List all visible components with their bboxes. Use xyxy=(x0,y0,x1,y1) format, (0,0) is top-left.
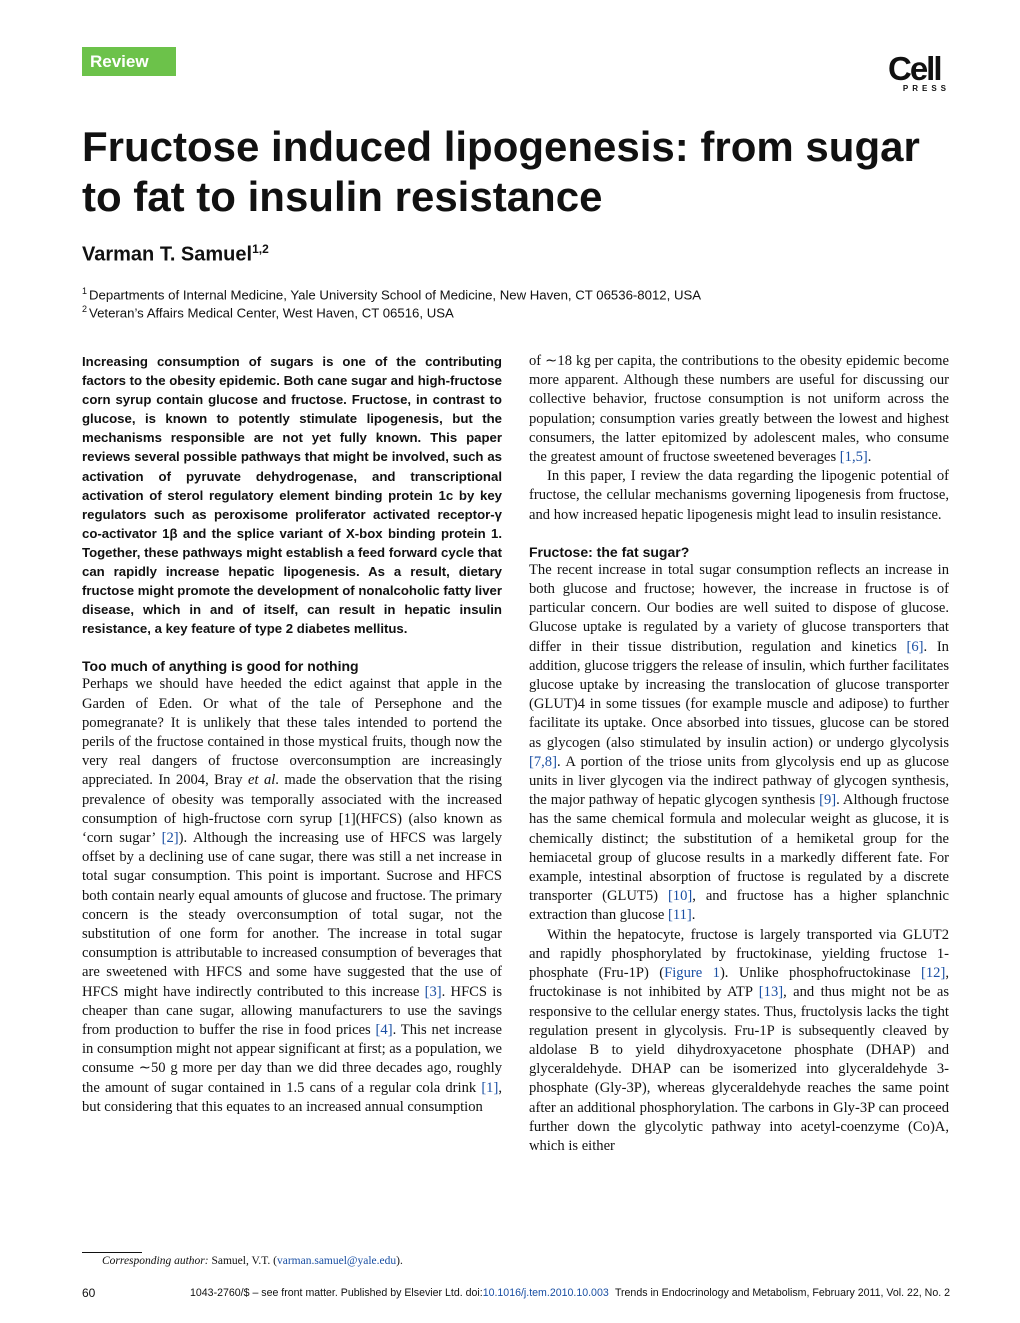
section2-paragraph-2 xyxy=(529,926,949,1156)
section1-paragraph xyxy=(82,675,502,1117)
footnote-name: Samuel, V.T. ( xyxy=(208,1255,277,1267)
text-run: . xyxy=(867,449,872,466)
text-run: , but considering that this equates to an increased annual consumption xyxy=(82,1079,502,1115)
citation-link[interactable]: [3] xyxy=(424,983,442,1000)
text-run: Perhaps we should have heeded the edict against that apple in the Garden of Eden. Or what of the tale of Persephone and the pomegranate? It is unlikely that these tales intended to portend the perils of the fructose contained in those mystical fruits, though now the very real dangers of fructose overconsumption are increasingly appreciated. In 2004, Bray xyxy=(82,676,502,789)
issn-text: 1043-2760/$ – see front matter. Published by Elsevier Ltd. doi: xyxy=(190,1287,483,1299)
section-heading-fat-sugar: Fructose: the fat sugar? xyxy=(529,543,690,560)
citation-link[interactable]: [12] xyxy=(921,965,946,982)
affiliation-2-number: 2 xyxy=(82,304,88,314)
citation-link[interactable]: [7,8] xyxy=(529,753,557,770)
affiliation-2 xyxy=(82,300,942,322)
page-footer xyxy=(82,1286,950,1302)
cell-press-logo xyxy=(888,52,950,98)
citation-link[interactable]: [6] xyxy=(906,638,924,655)
intro-continued-paragraph xyxy=(529,352,949,467)
text-run: Within the hepatocyte, fructose is largely transported via GLUT2 and rapidly phosphorylated by fructokinase, yielding fructose 1-phosphate (Fru-1P) ( xyxy=(529,926,949,982)
citation-link[interactable]: [10] xyxy=(667,888,693,905)
text-run: The recent increase in total sugar consumption reflects an increase in both glucose and fructose; however, the increase in fructose is of particular concern. Our bodies are well suited to dispose of glucose. Glucose uptake is regulated by a variety of glucose transporters that differ in their tissue distribution, regulation and kinetics xyxy=(529,561,949,655)
text-run: . xyxy=(691,907,696,924)
text-run: . This net increase in consumption might not appear significant at first; as a population, we consume ∼50 g more per day than we did three decades ago, roughly the amount of sugar contained in 1.5 cans of a regular cola drink xyxy=(82,1022,502,1096)
text-run: . HFCS is cheaper than cane sugar, allowing manufacturers to use the savings from production to buffer the rise in food prices xyxy=(82,983,502,1039)
text-run: ). Unlike phosphofructokinase xyxy=(719,965,921,982)
citation-link[interactable]: [1] xyxy=(481,1079,499,1096)
affiliation-1-number: 1 xyxy=(82,286,88,296)
text-run: ). Although the increasing use of HFCS was largely offset by a declining use of cane sugar, there was still a net increase in total sugar consumption. This point is important. Sucrose and HFCS both contain nearly equal amounts of glucose and fructose. The primary concern is the steady overconsumption of total sugar, not the substitution of one form for another. The increase in total sugar consumption is attributable to increased consumption of beverages that are sweetened with HFCS and some have suggested that the use of HFCS might have indirectly contributed to this increase xyxy=(82,830,502,1000)
issn-line xyxy=(190,1287,609,1299)
text-run: , fructokinase is not inhibited by ATP xyxy=(529,965,949,1001)
citation-link[interactable]: [1,5] xyxy=(839,449,868,466)
section2-paragraph-1 xyxy=(529,561,949,926)
footnote-label: Corresponding author: xyxy=(102,1255,209,1267)
text-run: . A portion of the triose units from glycolysis end up as glucose units in liver glycogen via the indirect pathway of glycogen synthesis, the major pathway of hepatic glycogen synthesis xyxy=(529,753,949,809)
text-run: , and thus might not be as responsive to the cellular energy states. Thus, fructolysis lacks the tight regulation present in glycolysis. Fru-1P is subsequently cleaved by aldolase B to yield dihydroxyacetone phosphate (DHAP) and glyceraldehyde. DHAP can be isomerized into glyceraldehyde 3-phosphate (Gly-3P), whereas glyceraldehyde reaches the same point after an additional phosphorylation. The carbons in Gly-3P can proceed further down the glycolytic pathway into acetyl-coenzyme (Co)A, which is either xyxy=(529,984,950,1154)
text-run: . Although fructose has the same chemical formula and molecular weight as glucose, it is chemically distinct; the substitution of a hemiketal group for the hemiacetal group of glucose results in a markedly different fate. For example, intestinal absorption of fructose is regulated by a discrete transporter (GLUT5) xyxy=(529,792,949,905)
journal-citation: Trends in Endocrinology and Metabolism, February 2011, Vol. 22, No. 2 xyxy=(614,1287,950,1299)
left-column xyxy=(82,352,502,1117)
doi-link[interactable]: 10.1016/j.tem.2010.10.003 xyxy=(482,1287,609,1299)
logo-sub-text: PRESS xyxy=(902,84,950,93)
corresponding-author-footnote xyxy=(102,1255,403,1267)
italic-run: et al xyxy=(247,772,276,789)
text-run: . made the observation that the rising prevalence of obesity was temporally associated with the increased consumption of high-fructose corn syrup [1](HFCS) (also known as ‘corn sugar’ xyxy=(82,772,502,847)
footnote-divider xyxy=(82,1252,142,1253)
affiliation-2-text: Veteran’s Affairs Medical Center, West Haven, CT 06516, USA xyxy=(89,305,454,321)
right-column xyxy=(529,352,949,1156)
page-number: 60 xyxy=(82,1286,96,1300)
citation-link[interactable]: [9] xyxy=(819,792,837,809)
text-run: of ∼18 kg per capita, the contributions to the obesity epidemic become more apparent. Although these numbers are useful for discussing our collective behavior, fructose consumption is not uniform across the population; consumption varies greatly between the lowest and highest consumers, the latter epitomized by adolescent males, who consume the greatest amount of fructose sweetened beverages xyxy=(529,353,949,466)
intro-scope-paragraph: In this paper, I review the data regarding the lipogenic potential of fructose, the cellular mechanisms governing lipogenesis from fructose, and how increased hepatic lipogenesis might lead to insulin resistance. xyxy=(529,468,949,523)
logo-main-text: Cell xyxy=(888,50,941,87)
abstract: Increasing consumption of sugars is one of the contributing factors to the obesity epidemic. Both cane sugar and high-fructose corn syrup contain glucose and fructose. Fructose, in contrast to glucose, is known to potently stimulate lipogenesis, but the mechanisms responsible are not yet fully known. This paper reviews several possible pathways that might be involved, such as activation of pyruvate dehydrogenase, and transcriptional activation of sterol regulatory element binding protein 1c by key regulators such as peroxisome proliferator activated receptor-γ co-activator 1β and the splice variant of X-box binding protein 1. Together, these pathways might establish a feed forward cycle that can rapidly increase hepatic lipogenesis. As a result, dietary fructose might promote the development of nonalcoholic fatty liver disease, which in and of itself, can result in hepatic insulin resistance, a key feature of type 2 diabetes mellitus. xyxy=(82,354,502,637)
article-title: Fructose induced lipogenesis: from sugar to fat to insulin resistance xyxy=(82,123,920,220)
text-run: , and fructose has a higher splanchnic extraction than glucose xyxy=(529,888,949,924)
citation-link[interactable]: [4] xyxy=(375,1022,393,1039)
citation-link[interactable]: [11] xyxy=(668,907,692,924)
review-tag: Review xyxy=(82,47,176,76)
citation-link[interactable]: [13] xyxy=(758,984,784,1001)
author-line xyxy=(82,242,269,267)
author-email-link[interactable]: varman.samuel@yale.edu xyxy=(276,1255,397,1267)
author-affiliation-markers: 1,2 xyxy=(252,242,269,256)
footnote-close: ). xyxy=(396,1255,403,1267)
author-name: Varman T. Samuel xyxy=(82,243,253,266)
figure-link[interactable]: Figure 1 xyxy=(664,965,720,982)
text-run: . In addition, glucose triggers the release of insulin, which further facilitates glucose uptake by increasing the translocation of glucose transporter (GLUT)4 in some tissues (for example muscle and adipose) to further facilitate its uptake. Once absorbed into tissues, glucose can be stored as glycogen (also stimulated by insulin action) or undergo glycolysis xyxy=(529,638,949,751)
affiliation-1-text: Departments of Internal Medicine, Yale University School of Medicine, New Haven, CT 06536-8012, USA xyxy=(89,287,702,303)
section-heading-too-much: Too much of anything is good for nothing xyxy=(82,658,359,675)
citation-link[interactable]: [2] xyxy=(161,830,179,847)
